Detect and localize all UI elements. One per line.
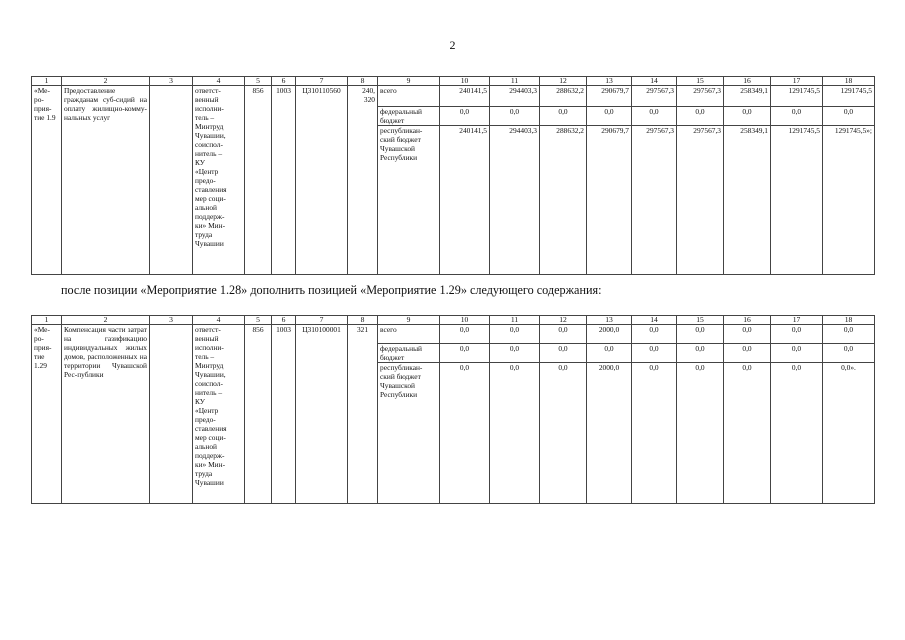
value-cell: 0,0 [677,363,724,504]
funding-source: республикан-ский бюджет Чувашской Республики [378,363,440,504]
col-number: 4 [193,316,245,325]
funding-source: всего [378,86,440,107]
col-number: 8 [348,316,378,325]
csr-code: Ц310100001 [296,325,348,504]
value-cell: 0,0 [823,325,875,344]
value-cell: 290679,7 [587,86,632,107]
value-cell: 1291745,5 [823,86,875,107]
value-cell: 297567,3 [632,126,677,275]
col-number: 17 [771,77,823,86]
value-cell: 0,0 [823,107,875,126]
col-number: 1 [32,77,62,86]
grbs-code: 856 [245,86,272,275]
value-cell: 0,0 [771,107,823,126]
amendment-paragraph: после позиции «Мероприятие 1.28» дополнить позицией «Мероприятие 1.29» следующего содержания: [61,283,602,297]
col-number: 2 [62,316,150,325]
value-cell: 2000,0 [587,325,632,344]
program-table-1 [31,76,875,275]
value-cell: 0,0 [632,363,677,504]
value-cell: 0,0 [677,344,724,363]
grbs-code: 856 [245,325,272,504]
col-number: 9 [378,77,440,86]
col-number: 6 [272,316,296,325]
value-cell: 0,0 [440,107,490,126]
col-number: 15 [677,77,724,86]
vr-code: 321 [348,325,378,504]
value-cell: 0,0 [440,363,490,504]
value-cell: 0,0 [632,344,677,363]
program-table-2 [31,315,875,504]
executor-cell: ответст- венный исполни- тель – Минтруд Чувашии, соиспол- нитель – КУ «Центр предо- ставления мер соци- альной поддерж- ки» Мин- труда Чувашии [193,86,245,275]
col-number: 11 [490,77,540,86]
table-row [32,86,875,107]
value-cell: 1291745,5 [771,86,823,107]
col-number: 12 [540,77,587,86]
event-number: «Ме- ро- прия- тие 1.29 [32,325,62,504]
col-number: 10 [440,77,490,86]
value-cell: 0,0 [677,107,724,126]
value-cell: 0,0 [677,325,724,344]
rzpr-code: 1003 [272,325,296,504]
value-cell: 0,0 [724,344,771,363]
value-cell: 0,0 [490,325,540,344]
csr-code: Ц310110560 [296,86,348,275]
event-name: Предоставление гражданам суб-сидий на оплату жилищно-комму-нальных услуг [62,86,150,275]
event-name: Компенсация части затрат на газификацию индивидуальных жилых домов, расположенных на территории Чувашской Рес-публики [62,325,150,504]
value-cell: 297567,3 [677,86,724,107]
col-number: 14 [632,316,677,325]
col-number: 4 [193,77,245,86]
value-cell: 1291745,5»; [823,126,875,275]
funding-source: федеральный бюджет [378,344,440,363]
table-row [32,325,875,344]
col-number: 9 [378,316,440,325]
value-cell: 0,0 [587,344,632,363]
col-number: 7 [296,77,348,86]
col-number: 12 [540,316,587,325]
col-number: 14 [632,77,677,86]
value-cell: 0,0 [540,325,587,344]
col-number: 5 [245,77,272,86]
rzpr-code: 1003 [272,86,296,275]
value-cell: 0,0 [632,325,677,344]
value-cell: 0,0 [771,344,823,363]
col-number: 2 [62,77,150,86]
value-cell: 0,0 [440,344,490,363]
col-number: 5 [245,316,272,325]
col-number: 1 [32,316,62,325]
col-number: 10 [440,316,490,325]
empty-cell [150,86,193,275]
value-cell: 297567,3 [677,126,724,275]
funding-source: республикан-ский бюджет Чувашской Республики [378,126,440,275]
col-number: 7 [296,316,348,325]
value-cell: 0,0 [540,363,587,504]
funding-source: всего [378,325,440,344]
value-cell: 258349,1 [724,86,771,107]
value-cell: 0,0 [724,107,771,126]
col-number: 18 [823,77,875,86]
column-number-row [32,77,875,86]
col-number: 11 [490,316,540,325]
value-cell: 0,0 [632,107,677,126]
value-cell: 240141,5 [440,86,490,107]
col-number: 16 [724,316,771,325]
funding-source: федеральный бюджет [378,107,440,126]
value-cell: 0,0 [490,344,540,363]
executor-cell: ответст- венный исполни- тель – Минтруд Чувашии, соиспол- нитель – КУ «Центр предо- ставления мер соци- альной поддерж- ки» Мин- труда Чувашии [193,325,245,504]
value-cell: 258349,1 [724,126,771,275]
column-number-row [32,316,875,325]
value-cell: 0,0 [771,363,823,504]
value-cell: 0,0 [490,363,540,504]
value-cell: 0,0 [540,344,587,363]
col-number: 18 [823,316,875,325]
value-cell: 0,0 [440,325,490,344]
value-cell: 290679,7 [587,126,632,275]
value-cell: 288632,2 [540,126,587,275]
page-number: 2 [449,38,456,52]
value-cell: 294403,3 [490,126,540,275]
value-cell: 297567,3 [632,86,677,107]
value-cell: 0,0 [540,107,587,126]
col-number: 8 [348,77,378,86]
empty-cell [150,325,193,504]
col-number: 16 [724,77,771,86]
value-cell: 0,0 [823,344,875,363]
value-cell: 0,0 [771,325,823,344]
vr-code: 240, 320 [348,86,378,275]
value-cell: 240141,5 [440,126,490,275]
value-cell: 288632,2 [540,86,587,107]
value-cell: 0,0». [823,363,875,504]
value-cell: 1291745,5 [771,126,823,275]
col-number: 6 [272,77,296,86]
col-number: 3 [150,77,193,86]
event-number: «Ме- ро- прия- тие 1.9 [32,86,62,275]
value-cell: 0,0 [587,107,632,126]
col-number: 13 [587,77,632,86]
col-number: 15 [677,316,724,325]
value-cell: 294403,3 [490,86,540,107]
col-number: 13 [587,316,632,325]
value-cell: 0,0 [724,325,771,344]
value-cell: 2000,0 [587,363,632,504]
col-number: 17 [771,316,823,325]
value-cell: 0,0 [724,363,771,504]
value-cell: 0,0 [490,107,540,126]
col-number: 3 [150,316,193,325]
